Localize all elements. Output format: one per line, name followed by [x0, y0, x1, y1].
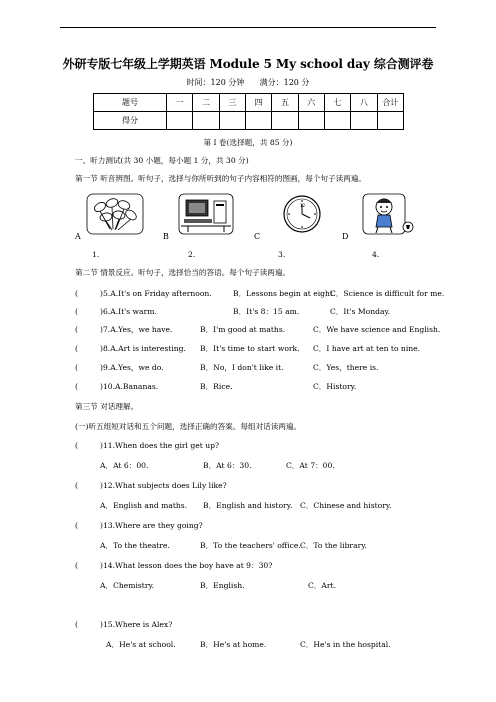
question-text: )8.A.Art is interesting.	[100, 344, 186, 353]
option-b: B．It's time to start work.	[200, 344, 300, 353]
score-head-cell: 八	[351, 94, 377, 112]
score-head-cell: 题号	[94, 94, 167, 112]
option-b: B．It's 8：15 am.	[233, 307, 300, 316]
option-c: C．Yes，there is.	[313, 363, 379, 372]
page-title: 外研专版七年级上学期英语 Module 5 My school day 综合测评卷	[62, 57, 434, 71]
option-a: A．English and maths.	[100, 501, 188, 510]
picture-c-image[interactable]	[280, 193, 324, 235]
score-cell[interactable]	[167, 112, 193, 130]
question-text: )15.Where is Alex?	[100, 620, 173, 629]
question-text: )6.A.It's warm.	[100, 307, 157, 316]
score-head-cell: 五	[272, 94, 298, 112]
score-row-label: 得分	[94, 112, 167, 130]
question-text: )5.A.It's on Friday afternoon.	[100, 289, 212, 298]
score-cell[interactable]	[219, 112, 245, 130]
section1-title: 第一节 听音辨图。听句子，选择与你所听到的句子内容相符的图画，每个句子读两遍。	[75, 174, 366, 183]
option-b: B．I'm good at maths.	[200, 325, 286, 334]
option-b: B．At 6：30.	[203, 461, 252, 470]
question-text: )10.A.Bananas.	[100, 382, 159, 391]
question-paren[interactable]: (	[75, 325, 78, 334]
exam-meta	[0, 77, 496, 88]
score-head-cell: 六	[298, 94, 324, 112]
score-cell[interactable]	[245, 112, 271, 130]
header-rule	[60, 27, 436, 28]
option-c: C．He's in the hospital.	[300, 640, 391, 649]
option-c: C．Chinese and history.	[300, 501, 392, 510]
option-c: C．Art.	[308, 581, 336, 590]
score-head-cell: 合计	[377, 94, 403, 112]
section2-title: 第二节 情景反应。听句子，选择恰当的答语。每个句子读两遍。	[75, 268, 291, 277]
picture-number: 1.	[92, 250, 100, 259]
question-text: )12.What subjects does Lily like?	[100, 481, 227, 490]
option-b: B．No，I don't like it.	[200, 363, 284, 372]
score-table-head-row	[94, 94, 404, 112]
option-c: C．Science is difficult for me.	[330, 289, 445, 298]
question-paren[interactable]: (	[75, 561, 78, 570]
option-b: B．English.	[200, 581, 245, 590]
score-head-cell: 一	[167, 94, 193, 112]
option-b: B．To the teachers' office.	[200, 541, 301, 550]
score-head-cell: 四	[245, 94, 271, 112]
picture-d-label: D	[342, 232, 349, 241]
question-paren[interactable]: (	[75, 481, 78, 490]
option-b: B．Rice.	[200, 382, 233, 391]
score-cell[interactable]	[272, 112, 298, 130]
picture-c-label: C	[254, 232, 261, 241]
score-head-cell: 七	[324, 94, 350, 112]
score-cell[interactable]	[351, 112, 377, 130]
question-paren[interactable]: (	[75, 344, 78, 353]
score-cell[interactable]	[324, 112, 350, 130]
score-label: 满分：120 分	[259, 78, 310, 87]
option-c: C．We have science and English.	[313, 325, 441, 334]
score-table-score-row	[94, 112, 404, 130]
picture-b-image[interactable]	[178, 193, 234, 235]
question-paren[interactable]: (	[75, 521, 78, 530]
score-head-cell: 三	[219, 94, 245, 112]
section3-title: 第三节 对话理解。	[75, 402, 139, 411]
option-a: A．To the theatre.	[100, 541, 170, 550]
question-paren[interactable]: (	[75, 382, 78, 391]
volume-title: 第 I 卷(选择题，共 85 分)	[203, 138, 293, 147]
option-b: B．English and history.	[203, 501, 293, 510]
part1-title: 一、听力测试(共 30 小题，每小题 1 分，共 30 分)	[75, 156, 249, 165]
picture-b-label: B	[163, 232, 169, 241]
picture-a-image[interactable]	[86, 193, 144, 235]
picture-number: 3.	[278, 250, 286, 259]
score-cell[interactable]	[377, 112, 403, 130]
option-c: C．To the library.	[300, 541, 367, 550]
option-c: C．It's Monday.	[330, 307, 391, 316]
question-text: )14.What lesson does the boy have at 9：30?	[100, 561, 273, 570]
picture-number: 2.	[188, 250, 196, 259]
question-text: )11.When does the girl get up?	[100, 441, 220, 450]
option-a: A．He's at school.	[106, 640, 176, 649]
option-a: A．At 6：00.	[100, 461, 149, 470]
option-b: B．Lessons begin at eight.	[233, 289, 336, 298]
question-paren[interactable]: (	[75, 289, 78, 298]
question-paren[interactable]: (	[75, 363, 78, 372]
option-c: C．I have art at ten to nine.	[313, 344, 421, 353]
picture-d-image[interactable]	[362, 193, 414, 235]
question-paren[interactable]: (	[75, 441, 78, 450]
option-c: C．History.	[313, 382, 357, 391]
score-cell[interactable]	[193, 112, 219, 130]
svg-text:12: 12	[300, 203, 306, 208]
question-text: )13.Where are they going?	[100, 521, 203, 530]
picture-number: 4.	[372, 250, 380, 259]
question-text: )7.A.Yes，we have.	[100, 325, 173, 334]
score-table	[93, 93, 404, 130]
question-paren[interactable]: (	[75, 620, 78, 629]
option-c: C．At 7：00.	[286, 461, 335, 470]
question-paren[interactable]: (	[75, 307, 78, 316]
section3-subtitle: (一)听五组短对话和五个问题，选择正确的答案。每组对话读两遍。	[75, 422, 302, 431]
score-head-cell: 二	[193, 94, 219, 112]
picture-a-label: A	[75, 232, 81, 241]
question-text: )9.A.Yes，we do.	[100, 363, 164, 372]
option-b: B．He's at home.	[200, 640, 267, 649]
time-label: 时间：120 分钟	[186, 78, 245, 87]
option-a: A．Chemistry.	[100, 581, 155, 590]
score-cell[interactable]	[298, 112, 324, 130]
